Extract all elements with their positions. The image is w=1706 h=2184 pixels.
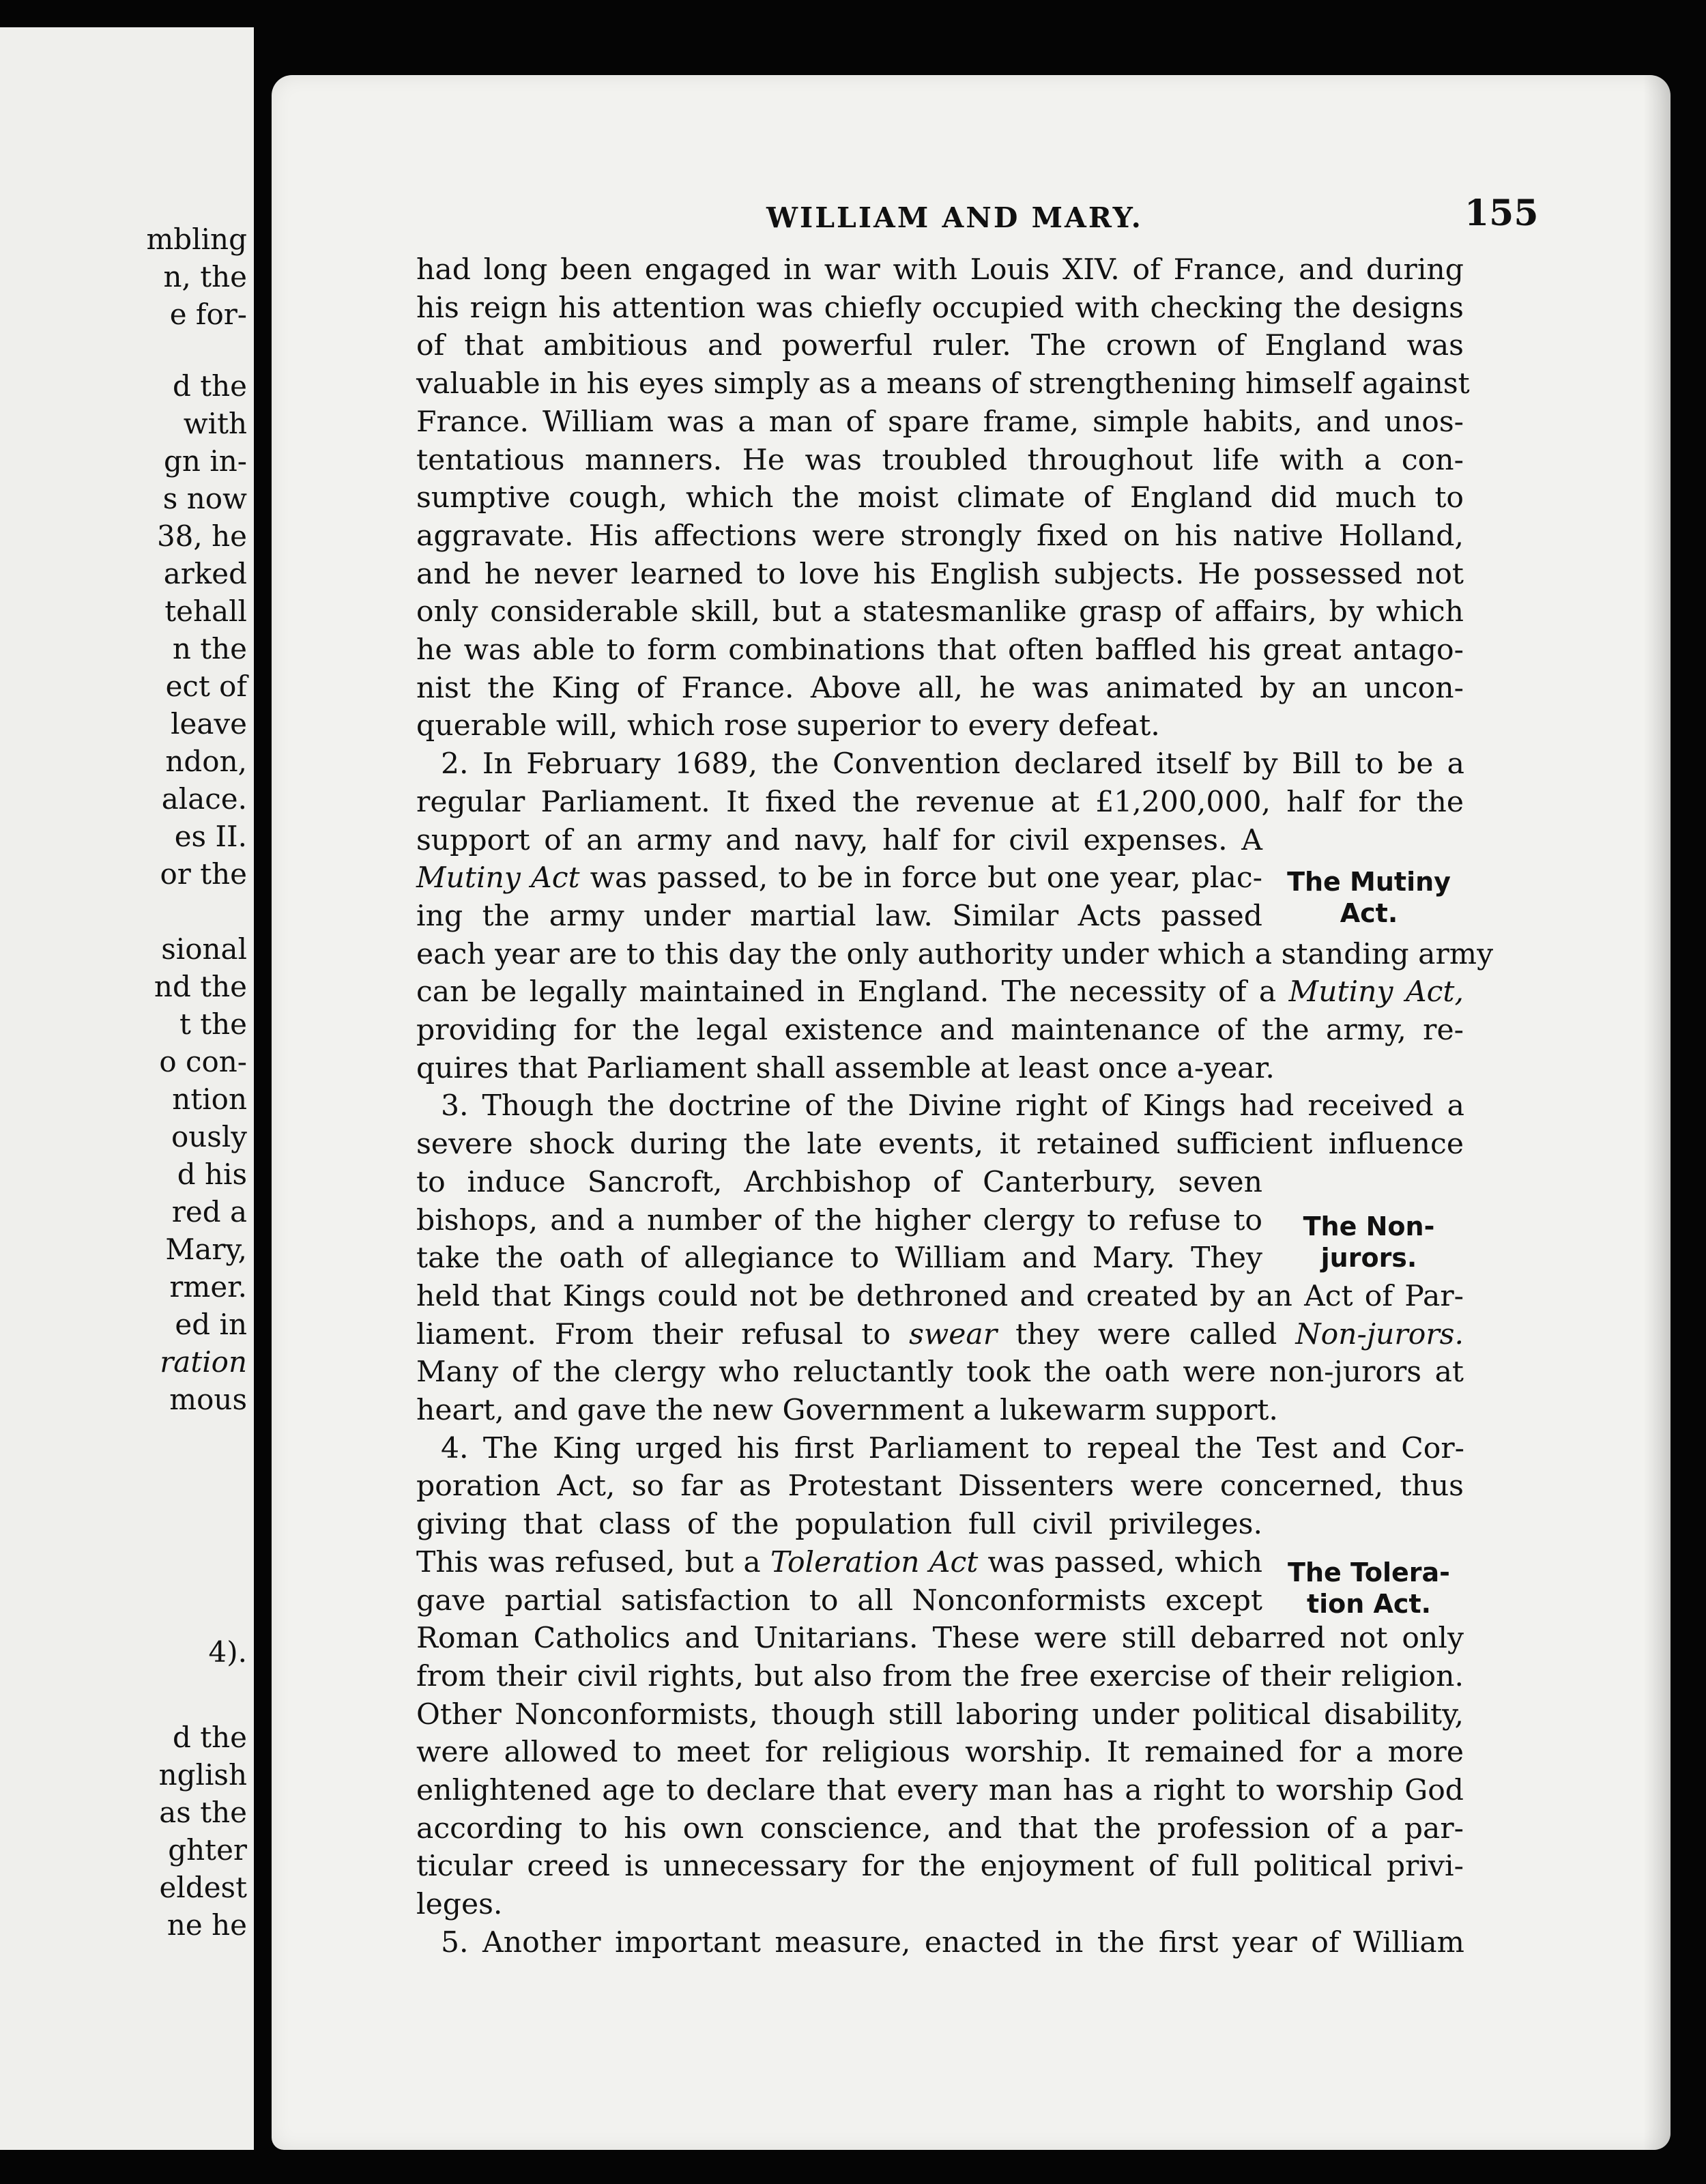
margin-note-line: jurors. [1320, 1242, 1417, 1273]
left-page-fragment: with [183, 407, 247, 440]
text-line: poration Act, so far as Protestant Dissenters were concerned, thus [416, 1469, 1464, 1504]
text-line: of that ambitious and powerful ruler. The crown of England was [416, 329, 1464, 363]
left-page-fragment: es II. [174, 820, 247, 853]
text-line: 3. Though the doctrine of the Divine right of Kings had received a [441, 1089, 1464, 1123]
left-page-fragment: or the [160, 857, 247, 891]
left-page-fragment: n, the [163, 260, 247, 293]
margin-note-line: tion Act. [1306, 1588, 1432, 1619]
margin-note-line: The Mutiny [1287, 867, 1451, 897]
left-page-fragment: o con- [159, 1045, 247, 1078]
text-line: Roman Catholics and Unitarians. These were still debarred not only [416, 1622, 1464, 1656]
text-line: were allowed to meet for religious worship. It remained for a more [416, 1736, 1464, 1770]
left-page-fragment: d the [172, 1721, 247, 1754]
text-line: he was able to form combinations that often baffled his great antago- [416, 633, 1464, 667]
left-page-fragment: eldest [159, 1871, 247, 1904]
text-line: tentatious manners. He was troubled throughout life with a con- [416, 443, 1464, 477]
text-line: giving that class of the population full civil privileges. [416, 1508, 1262, 1542]
left-page-fragment: 38, he [156, 519, 247, 553]
text-line: his reign his attention was chiefly occupied with checking the designs [416, 291, 1464, 325]
left-page-fragment: rmer. [169, 1270, 247, 1304]
text-line: each year are to this day the only authority under which a standing army [416, 937, 1494, 971]
left-page-fragment: arked [163, 557, 247, 590]
margin-note-non-jurors [1280, 1211, 1458, 1274]
text-line: ticular creed is unnecessary for the enjoyment of full political privi- [416, 1850, 1464, 1884]
left-page-fragment: d his [177, 1158, 247, 1191]
text-line: liament. From their refusal to swear they were called Non-jurors. [416, 1317, 1464, 1351]
left-page-fragment: nglish [158, 1758, 247, 1792]
text-line: ing the army under martial law. Similar Acts passed [416, 899, 1262, 933]
text-line: valuable in his eyes simply as a means of strengthening himself against [416, 367, 1470, 401]
margin-note-line: Act. [1340, 897, 1398, 928]
text-line: had long been engaged in war with Louis XIV. of France, and during [416, 253, 1464, 287]
margin-note-line: The Non- [1303, 1211, 1435, 1241]
text-line: severe shock during the late events, it retained sufficient influence [416, 1127, 1464, 1162]
text-line: support of an army and navy, half for civil expenses. A [416, 823, 1262, 857]
left-page-fragment: 4). [208, 1635, 247, 1669]
text-line: and he never learned to love his English subjects. He possessed not [416, 557, 1464, 591]
left-page-fragment: d the [172, 369, 247, 403]
left-page-fragment: ndon, [165, 745, 247, 778]
left-page-fragment: ghter [168, 1833, 247, 1867]
running-header: WILLIAM AND MARY. [766, 201, 1143, 234]
text-line: France. William was a man of spare frame, simple habits, and unos- [416, 405, 1464, 439]
margin-note-line: The Tolera- [1288, 1557, 1450, 1587]
text-line: gave partial satisfaction to all Nonconformists except [416, 1583, 1262, 1618]
text-line: Mutiny Act was passed, to be in force but one year, plac- [416, 861, 1262, 895]
text-line: querable will, which rose superior to every defeat. [416, 709, 1160, 743]
left-page-fragment: sional [161, 932, 247, 966]
text-line: to induce Sancroft, Archbishop of Canterbury, seven [416, 1165, 1262, 1199]
left-page-fragment: ration [160, 1345, 247, 1379]
text-line: held that Kings could not be dethroned and created by an Act of Par- [416, 1279, 1464, 1313]
page-number: 155 [1464, 192, 1539, 234]
left-page-fragment: n the [172, 632, 247, 665]
text-line: providing for the legal existence and maintenance of the army, re- [416, 1014, 1464, 1047]
text-line: This was refused, but a Toleration Act was passed, which [416, 1545, 1262, 1579]
left-page-fragment: leave [171, 707, 247, 741]
left-page-fragment: red a [171, 1195, 247, 1228]
left-page-fragment: t the [179, 1007, 247, 1041]
text-line: nist the King of France. Above all, he was animated by an uncon- [416, 671, 1464, 705]
text-line: regular Parliament. It fixed the revenue at £1,200,000, half for the [416, 785, 1464, 819]
left-page-fragment: tehall [164, 594, 247, 628]
text-line: sumptive cough, which the moist climate of England did much to [416, 481, 1464, 515]
text-line: from their civil rights, but also from the free exercise of their religion. [416, 1659, 1464, 1693]
text-line: leges. [416, 1888, 503, 1922]
left-page-fragment: as the [159, 1796, 247, 1829]
left-page-fragment: ect of [165, 670, 247, 703]
page-edge-shadow [1643, 75, 1671, 2150]
left-page-fragment: ne he [167, 1908, 247, 1942]
text-line: 4. The King urged his first Parliament to repeal the Test and Cor- [441, 1431, 1464, 1465]
text-line: only considerable skill, but a statesmanlike grasp of affairs, by which [416, 595, 1464, 629]
left-page-fragment: ed in [175, 1308, 247, 1341]
left-page-fragment: mbling [146, 222, 247, 256]
text-line: aggravate. His affections were strongly fixed on his native Holland, [416, 519, 1464, 553]
margin-note-toleration-act [1280, 1557, 1458, 1620]
text-line: 5. Another important measure, enacted in the first year of William [441, 1925, 1464, 1959]
text-line: bishops, and a number of the higher clergy to refuse to [416, 1203, 1262, 1237]
left-page-fragment: ntion [172, 1082, 247, 1116]
left-page-fragment: mous [169, 1383, 247, 1416]
left-page-fragment: Mary, [165, 1233, 247, 1266]
text-line: Other Nonconformists, though still laboring under political disability, [416, 1697, 1464, 1732]
text-line: enlightened age to declare that every man has a right to worship God [416, 1774, 1464, 1807]
left-page-fragment: ously [171, 1120, 247, 1153]
left-page-fragment: gn in- [164, 444, 247, 478]
book-gutter [254, 0, 272, 2184]
margin-note-mutiny-act [1280, 867, 1458, 929]
left-page-fragment: alace. [161, 782, 247, 816]
left-page-fragment: e for- [169, 298, 247, 331]
text-line: quires that Parliament shall assemble at least once a-year. [416, 1051, 1275, 1085]
left-page-fragment: nd the [154, 970, 247, 1003]
book-page [272, 75, 1671, 2150]
text-line: can be legally maintained in England. The necessity of a Mutiny Act, [416, 975, 1464, 1009]
left-page-fragment: s now [162, 482, 247, 515]
facing-page-left [0, 27, 254, 2150]
text-line: Many of the clergy who reluctantly took the oath were non-jurors at [416, 1355, 1464, 1390]
text-line: heart, and gave the new Government a lukewarm support. [416, 1394, 1278, 1427]
text-line: 2. In February 1689, the Convention declared itself by Bill to be a [441, 747, 1464, 781]
text-line: take the oath of allegiance to William and Mary. They [416, 1241, 1262, 1276]
text-line: according to his own conscience, and that the profession of a par- [416, 1811, 1464, 1845]
